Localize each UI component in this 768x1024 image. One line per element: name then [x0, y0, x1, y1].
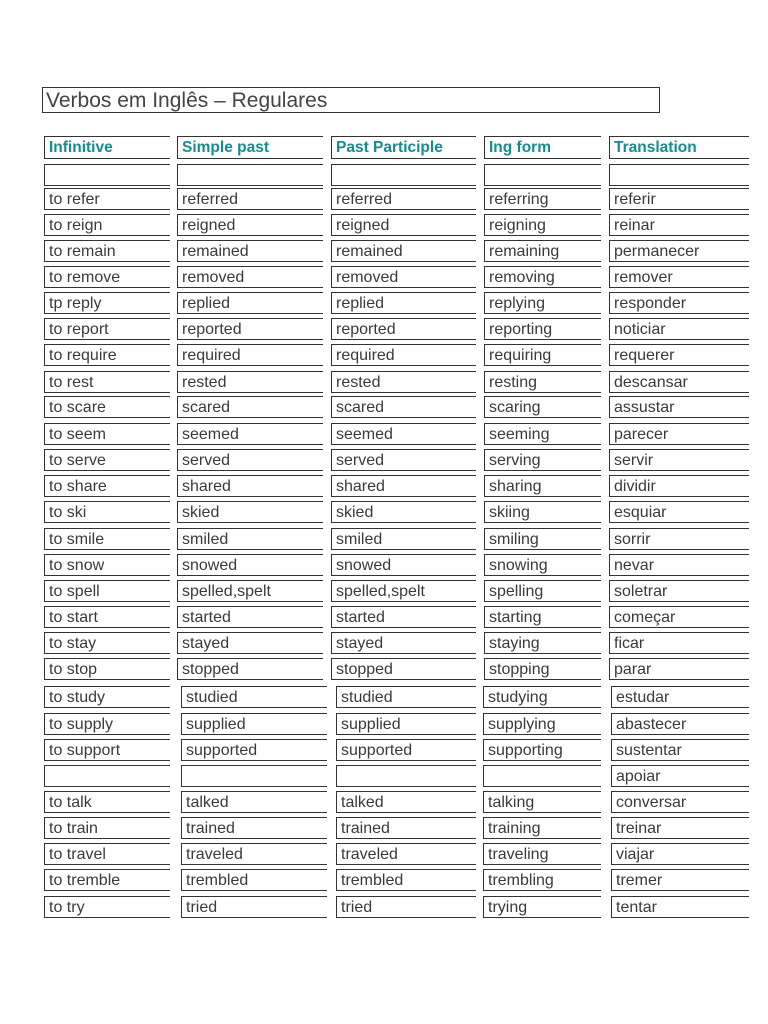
cell-simple-past: tried [181, 896, 327, 918]
cell-ing-form: smiling [484, 528, 601, 550]
header-translation: Translation [609, 136, 749, 159]
cell-infinitive [44, 765, 170, 787]
cell-ing-form: remaining [484, 240, 601, 262]
cell-infinitive: to rest [44, 371, 170, 393]
cell-infinitive: to spell [44, 580, 170, 602]
cell-infinitive: to remove [44, 266, 170, 288]
cell-ing-form: referring [484, 188, 601, 210]
cell-translation: soletrar [609, 580, 749, 602]
cell-past-participle: trained [336, 817, 476, 839]
cell-translation: assustar [609, 396, 749, 418]
cell-infinitive: to report [44, 318, 170, 340]
cell-past-participle: snowed [331, 554, 476, 576]
cell-ing-form: staying [484, 632, 601, 654]
cell-ing-form: skiing [484, 501, 601, 523]
cell-infinitive: tp reply [44, 292, 170, 314]
cell-past-participle: shared [331, 475, 476, 497]
cell-past-participle: supplied [336, 713, 476, 735]
cell-past-participle: talked [336, 791, 476, 813]
cell-infinitive: to snow [44, 554, 170, 576]
cell-infinitive: to reign [44, 214, 170, 236]
cell-simple-past: trained [181, 817, 327, 839]
cell-simple-past: skied [177, 501, 323, 523]
cell-past-participle: tried [336, 896, 476, 918]
cell-simple-past: stopped [177, 658, 323, 680]
cell-translation: responder [609, 292, 749, 314]
cell-infinitive: to refer [44, 188, 170, 210]
cell-past-participle: scared [331, 396, 476, 418]
cell-translation: requerer [609, 344, 749, 366]
cell-infinitive: to require [44, 344, 170, 366]
cell-simple-past: studied [181, 686, 327, 708]
cell-simple-past: replied [177, 292, 323, 314]
document-title: Verbos em Inglês – Regulares [46, 89, 328, 112]
cell-past-participle: studied [336, 686, 476, 708]
cell-infinitive: to support [44, 739, 170, 761]
cell-infinitive: to supply [44, 713, 170, 735]
header-ing-form: Ing form [484, 136, 601, 159]
cell-translation: estudar [611, 686, 749, 708]
cell-ing-form: reporting [484, 318, 601, 340]
cell-simple-past: scared [177, 396, 323, 418]
cell-ing-form: removing [484, 266, 601, 288]
cell-translation: permanecer [609, 240, 749, 262]
cell-translation: sustentar [611, 739, 749, 761]
cell-simple-past: remained [177, 240, 323, 262]
cell-ing-form: trying [483, 896, 601, 918]
cell-ing-form: sharing [484, 475, 601, 497]
cell-past-participle: stayed [331, 632, 476, 654]
cell-ing-form [483, 765, 601, 787]
cell-infinitive: to travel [44, 843, 170, 865]
cell-past-participle: stopped [331, 658, 476, 680]
cell-past-participle: traveled [336, 843, 476, 865]
cell-ing-form: serving [484, 449, 601, 471]
cell-past-participle: reigned [331, 214, 476, 236]
cell-ing-form: snowing [484, 554, 601, 576]
cell-ing-form: stopping [484, 658, 601, 680]
cell-simple-past: required [177, 344, 323, 366]
cell-past-participle: seemed [331, 423, 476, 445]
cell-simple-past: supported [181, 739, 327, 761]
cell-past-participle: rested [331, 371, 476, 393]
cell-simple-past: snowed [177, 554, 323, 576]
cell-ing-form: spelling [484, 580, 601, 602]
cell-infinitive: to train [44, 817, 170, 839]
header-simple-past: Simple past [177, 136, 323, 159]
cell-translation: descansar [609, 371, 749, 393]
cell-ing-form: supplying [483, 713, 601, 735]
cell-infinitive: to smile [44, 528, 170, 550]
cell-translation: treinar [611, 817, 749, 839]
cell-translation: tentar [611, 896, 749, 918]
cell-translation: ficar [609, 632, 749, 654]
cell-translation: conversar [611, 791, 749, 813]
cell-simple-past: started [177, 606, 323, 628]
cell-simple-past: referred [177, 188, 323, 210]
cell-infinitive: to talk [44, 791, 170, 813]
cell-simple-past [177, 164, 323, 186]
cell-past-participle: remained [331, 240, 476, 262]
cell-simple-past: shared [177, 475, 323, 497]
cell-past-participle: reported [331, 318, 476, 340]
cell-past-participle: trembled [336, 869, 476, 891]
cell-infinitive: to try [44, 896, 170, 918]
cell-infinitive: to stop [44, 658, 170, 680]
cell-translation: parar [609, 658, 749, 680]
cell-simple-past: trembled [181, 869, 327, 891]
header-infinitive: Infinitive [44, 136, 170, 159]
cell-past-participle [336, 765, 476, 787]
cell-ing-form: training [483, 817, 601, 839]
cell-infinitive: to study [44, 686, 170, 708]
cell-ing-form: studying [483, 686, 601, 708]
cell-ing-form [484, 164, 601, 186]
cell-translation: remover [609, 266, 749, 288]
cell-translation [609, 164, 749, 186]
cell-past-participle [331, 164, 476, 186]
cell-simple-past [181, 765, 327, 787]
cell-infinitive: to stay [44, 632, 170, 654]
cell-infinitive: to seem [44, 423, 170, 445]
cell-simple-past: stayed [177, 632, 323, 654]
cell-simple-past: served [177, 449, 323, 471]
cell-ing-form: scaring [484, 396, 601, 418]
cell-ing-form: reigning [484, 214, 601, 236]
cell-ing-form: replying [484, 292, 601, 314]
cell-simple-past: talked [181, 791, 327, 813]
cell-ing-form: traveling [483, 843, 601, 865]
cell-translation: dividir [609, 475, 749, 497]
cell-translation: noticiar [609, 318, 749, 340]
cell-infinitive: to ski [44, 501, 170, 523]
cell-past-participle: started [331, 606, 476, 628]
cell-ing-form: resting [484, 371, 601, 393]
cell-past-participle: smiled [331, 528, 476, 550]
cell-ing-form: talking [483, 791, 601, 813]
cell-past-participle: skied [331, 501, 476, 523]
cell-simple-past: removed [177, 266, 323, 288]
cell-ing-form: seeming [484, 423, 601, 445]
cell-translation: servir [609, 449, 749, 471]
cell-translation: reinar [609, 214, 749, 236]
cell-simple-past: smiled [177, 528, 323, 550]
cell-ing-form: starting [484, 606, 601, 628]
cell-past-participle: removed [331, 266, 476, 288]
cell-translation: viajar [611, 843, 749, 865]
cell-infinitive: to serve [44, 449, 170, 471]
cell-past-participle: supported [336, 739, 476, 761]
cell-simple-past: reigned [177, 214, 323, 236]
header-past-participle: Past Participle [331, 136, 476, 159]
cell-past-participle: spelled,spelt [331, 580, 476, 602]
cell-translation: referir [609, 188, 749, 210]
cell-past-participle: required [331, 344, 476, 366]
title-box [42, 87, 660, 113]
cell-infinitive: to remain [44, 240, 170, 262]
cell-translation: esquiar [609, 501, 749, 523]
cell-translation: tremer [611, 869, 749, 891]
cell-simple-past: supplied [181, 713, 327, 735]
cell-ing-form: supporting [483, 739, 601, 761]
cell-infinitive: to scare [44, 396, 170, 418]
cell-translation: sorrir [609, 528, 749, 550]
cell-translation: abastecer [611, 713, 749, 735]
cell-infinitive [44, 164, 170, 186]
cell-simple-past: rested [177, 371, 323, 393]
cell-past-participle: served [331, 449, 476, 471]
cell-simple-past: traveled [181, 843, 327, 865]
cell-ing-form: trembling [483, 869, 601, 891]
cell-infinitive: to start [44, 606, 170, 628]
cell-ing-form: requiring [484, 344, 601, 366]
cell-infinitive: to tremble [44, 869, 170, 891]
cell-simple-past: seemed [177, 423, 323, 445]
cell-simple-past: reported [177, 318, 323, 340]
cell-past-participle: replied [331, 292, 476, 314]
cell-translation: apoiar [611, 765, 749, 787]
cell-translation: começar [609, 606, 749, 628]
cell-infinitive: to share [44, 475, 170, 497]
cell-translation: nevar [609, 554, 749, 576]
cell-simple-past: spelled,spelt [177, 580, 323, 602]
cell-translation: parecer [609, 423, 749, 445]
cell-past-participle: referred [331, 188, 476, 210]
